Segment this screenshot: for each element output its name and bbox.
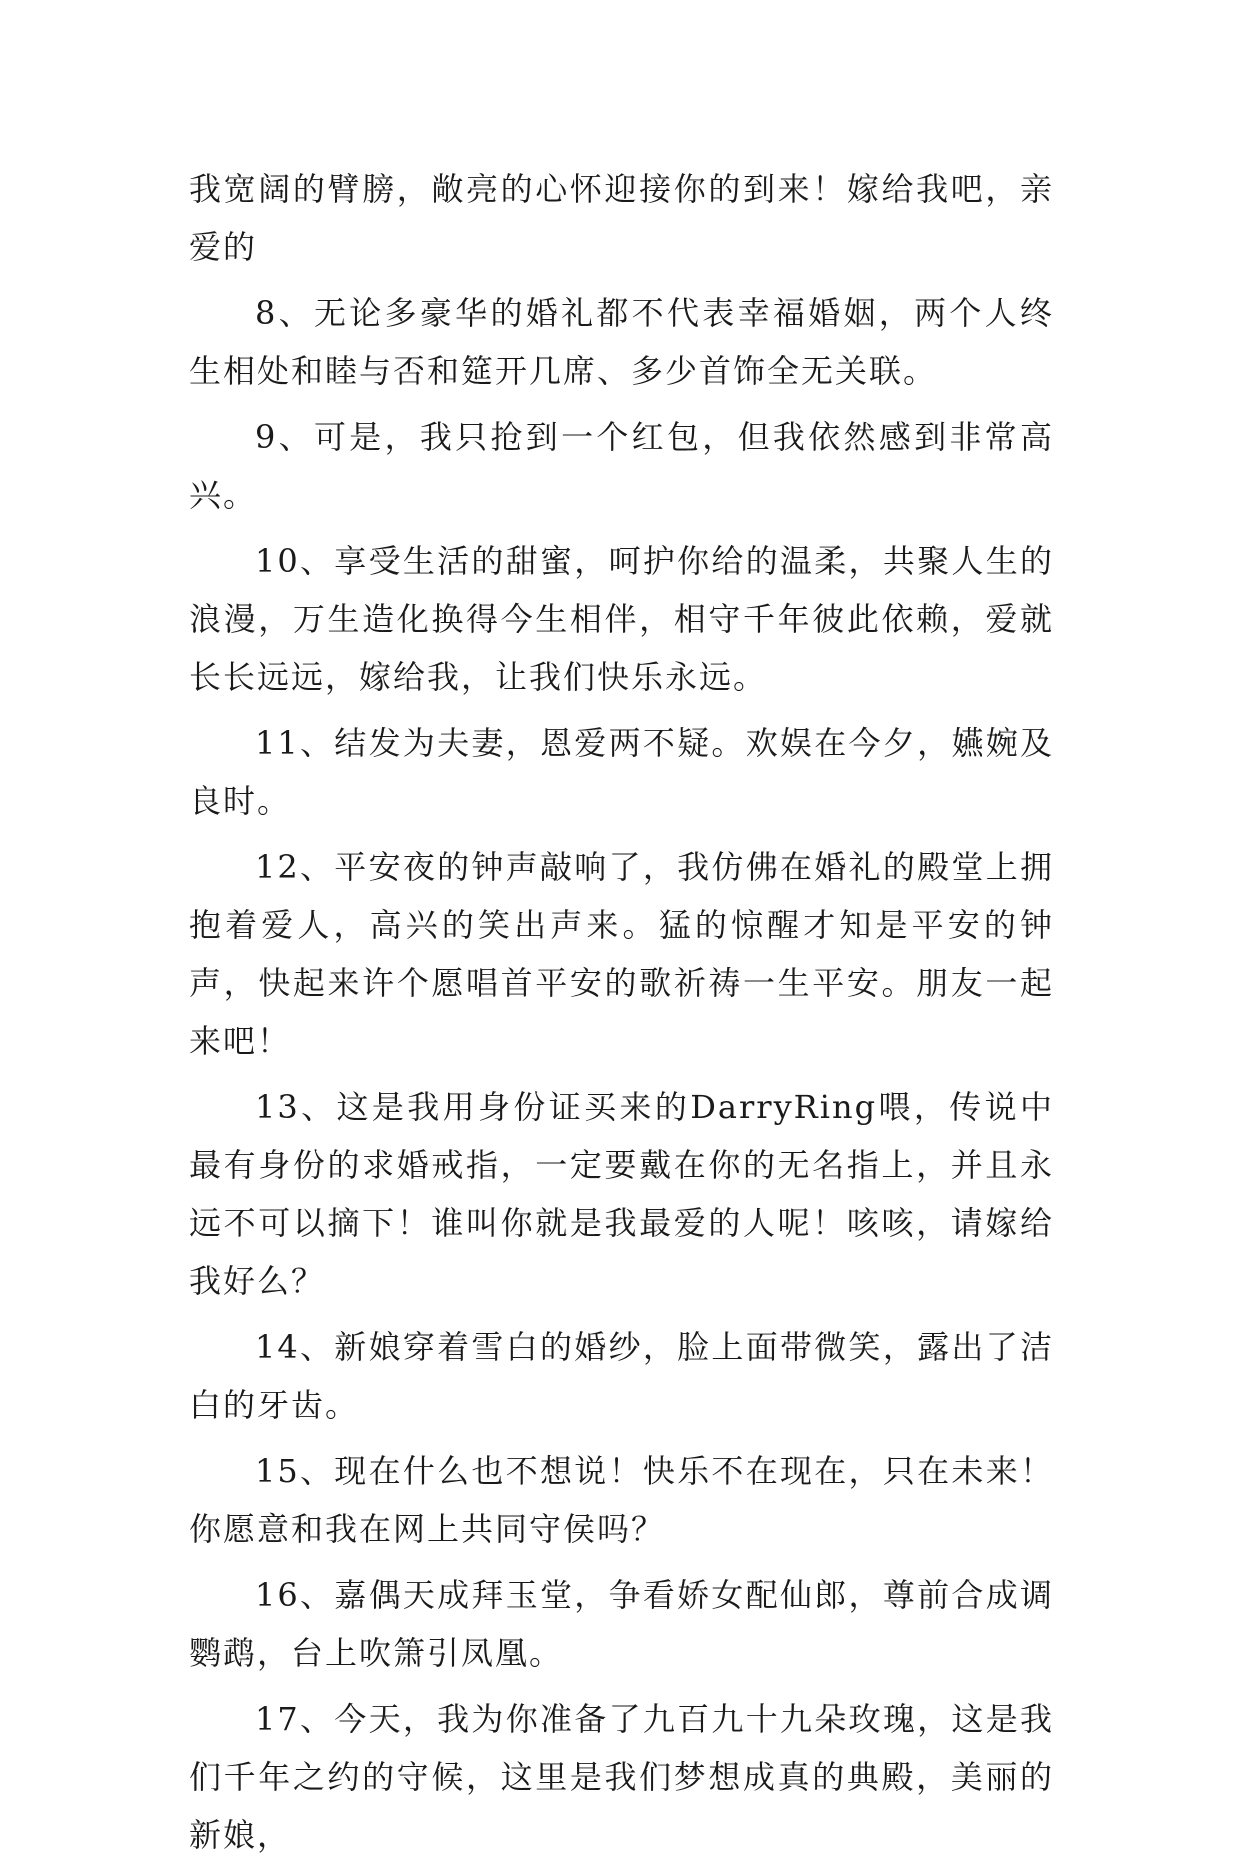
paragraph-item-9: 9、可是，我只抢到一个红包，但我依然感到非常高兴。 bbox=[189, 418, 1054, 514]
document-page bbox=[189, 160, 1054, 1872]
paragraph-item-13: 13、这是我用身份证买来的DarryRing喂，传说中最有身份的求婚戒指，一定要戴在你的无名指上，并且永远不可以摘下！谁叫你就是我最爱的人呢！咳咳，请嫁给我好么？ bbox=[189, 1088, 1054, 1300]
paragraph-item-10: 10、享受生活的甜蜜，呵护你给的温柔，共聚人生的浪漫，万生造化换得今生相伴，相守千年彼此依赖，爱就长长远远，嫁给我，让我们快乐永远。 bbox=[189, 542, 1054, 696]
paragraph-item-8: 8、无论多豪华的婚礼都不代表幸福婚姻，两个人终生相处和睦与否和筵开几席、多少首饰全无关联。 bbox=[189, 294, 1054, 390]
paragraph-item-12: 12、平安夜的钟声敲响了，我仿佛在婚礼的殿堂上拥抱着爱人，高兴的笑出声来。猛的惊醒才知是平安的钟声，快起来许个愿唱首平安的歌祈祷一生平安。朋友一起来吧！ bbox=[189, 848, 1054, 1060]
paragraph-continuation: 我宽阔的臂膀，敞亮的心怀迎接你的到来！嫁给我吧，亲爱的 bbox=[189, 170, 1054, 266]
paragraph-item-15: 15、现在什么也不想说！快乐不在现在，只在未来！你愿意和我在网上共同守侯吗？ bbox=[189, 1452, 1054, 1548]
paragraph-item-16: 16、嘉偶天成拜玉堂，争看娇女配仙郎，尊前合成调鹦鹉，台上吹箫引凤凰。 bbox=[189, 1576, 1054, 1672]
paragraph-item-17: 17、今天，我为你准备了九百九十九朵玫瑰，这是我们千年之约的守候，这里是我们梦想成真的典殿，美丽的新娘， bbox=[189, 1700, 1054, 1854]
paragraph-item-11: 11、结发为夫妻，恩爱两不疑。欢娱在今夕，嬿婉及良时。 bbox=[189, 724, 1054, 820]
paragraph-item-14: 14、新娘穿着雪白的婚纱，脸上面带微笑，露出了洁白的牙齿。 bbox=[189, 1328, 1054, 1424]
